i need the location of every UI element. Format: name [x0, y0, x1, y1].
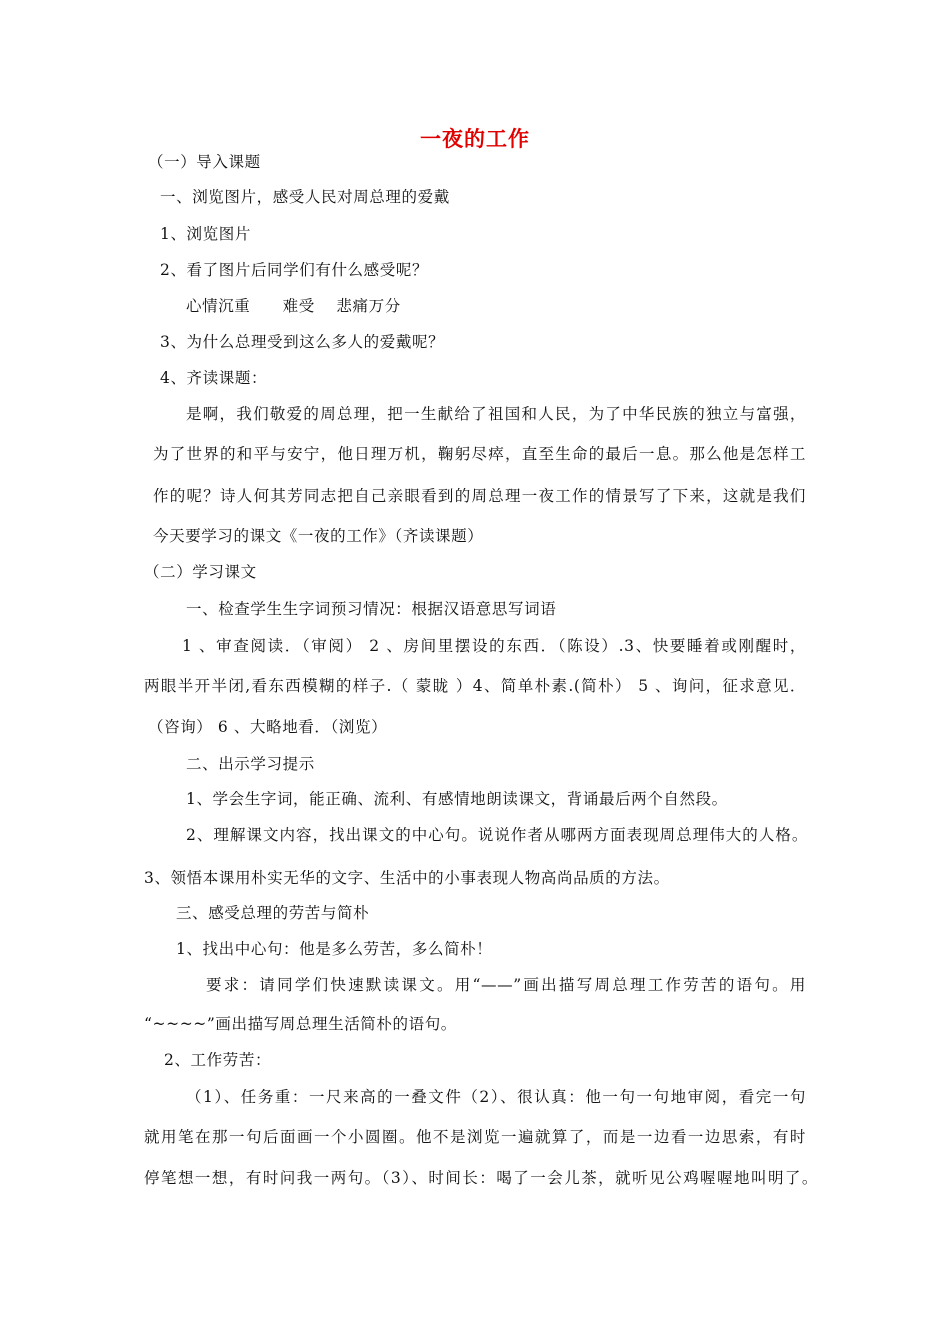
subheading-study-tips: 二、出示学习提示: [186, 755, 315, 773]
paragraph-line: 是啊，我们敬爱的周总理，把一生献给了祖国和人民，为了中华民族的独立与富强，: [186, 405, 806, 423]
list-item: 2、工作劳苦：: [164, 1051, 272, 1069]
vocab-line: （咨询） 6 、大略地看．（浏览）: [148, 718, 388, 736]
requirement-line: 要求：请同学们快速默读课文。用“——”画出描写周总理工作劳苦的语句。用: [206, 976, 806, 994]
subheading-browse-pictures: 一、浏览图片，感受人民对周总理的爱戴: [160, 188, 450, 206]
requirement-line: “~~~~”画出描写周总理生活简朴的语句。: [144, 1015, 457, 1033]
paragraph-line: 作的呢？诗人何其芳同志把自己亲眼看到的周总理一夜工作的情景写了下来，这就是我们: [153, 487, 806, 505]
vocab-line: 1 、审查阅读．（审阅） 2 、房间里摆设的东西．（陈设）.3、快要睡着或刚醒时，: [182, 637, 806, 655]
list-item: 1、找出中心句：他是多么劳苦，多么简朴！: [176, 940, 493, 958]
paragraph-line: 停笔想一想，有时问我一两句。（3）、时间长：喝了一会儿茶，就听见公鸡喔喔地叫明了。: [144, 1169, 818, 1187]
paragraph-line: 就用笔在那一句后面画一个小圆圈。他不是浏览一遍就算了，而是一边看一边思索，有时: [144, 1128, 806, 1146]
subheading-hard-work: 三、感受总理的劳苦与简朴: [176, 904, 370, 922]
answer-line: 心情沉重 难受 悲痛万分: [186, 297, 401, 315]
vocab-line: 两眼半开半闭,看东西模糊的样子.（ 蒙眬 ）4、简单朴素.(简朴） 5 、询问，征求意见．: [144, 677, 806, 695]
list-item: 2、看了图片后同学们有什么感受呢？: [160, 261, 429, 279]
list-item: 3、为什么总理受到这么多人的爱戴呢？: [160, 333, 445, 351]
section-heading-intro: （一）导入课题: [148, 153, 261, 171]
tip-item: 3、领悟本课用朴实无华的文字、生活中的小事表现人物高尚品质的方法。: [144, 869, 670, 887]
tip-item: 1、学会生字词，能正确、流利、有感情地朗读课文，背诵最后两个自然段。: [186, 790, 728, 808]
list-item: 1、浏览图片: [160, 225, 251, 243]
section-heading-study: （二）学习课文: [144, 563, 257, 581]
list-item: 4、齐读课题：: [160, 369, 268, 387]
paragraph-line: 今天要学习的课文《一夜的工作》（齐读课题）: [153, 527, 484, 545]
document-title: 一夜的工作: [420, 126, 530, 151]
paragraph-line: （1）、任务重：一尺来高的一叠文件（2）、很认真：他一句一句地审阅，看完一句: [186, 1088, 806, 1106]
paragraph-line: 为了世界的和平与安宁，他日理万机，鞠躬尽瘁，直至生命的最后一息。那么他是怎样工: [153, 445, 806, 463]
subheading-vocab-check: 一、检查学生生字词预习情况：根据汉语意思写词语: [186, 600, 557, 618]
tip-item: 2、理解课文内容，找出课文的中心句。说说作者从哪两方面表现周总理伟大的人格。: [186, 826, 808, 844]
